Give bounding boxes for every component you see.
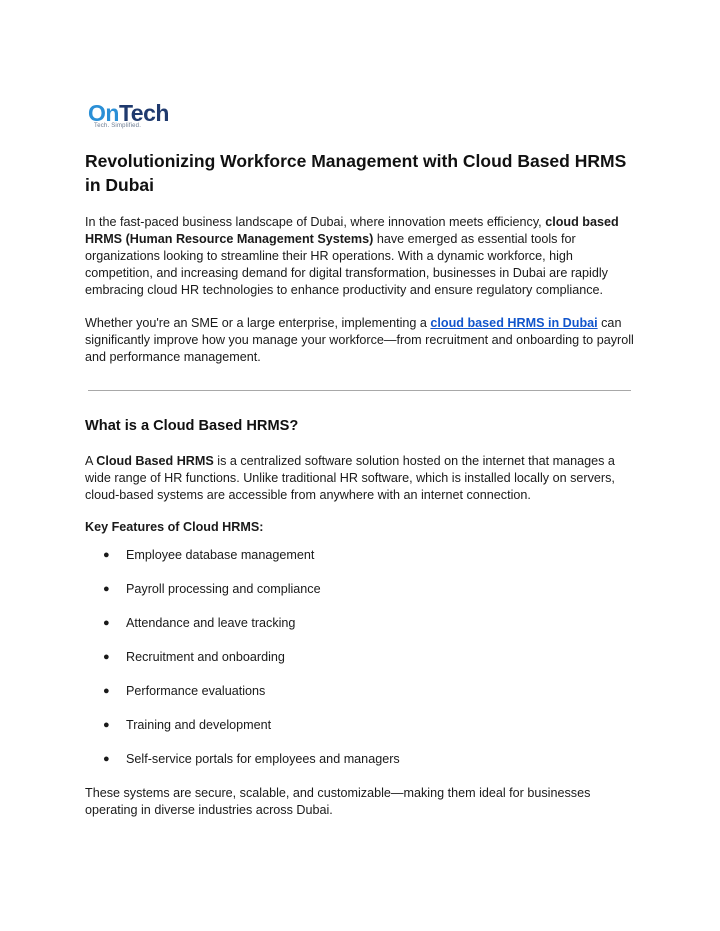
section-heading: What is a Cloud Based HRMS?	[85, 418, 299, 434]
bullet-icon: ●	[103, 617, 110, 629]
bullet-icon: ●	[103, 685, 110, 697]
definition-text-1: A	[85, 454, 97, 468]
list-item-text: Recruitment and onboarding	[126, 650, 285, 664]
document-body	[85, 150, 635, 819]
intro-text-2: have emerged as essential tools for organizations looking to streamline their HR operations. With a dynamic workforce, high competition, and increasing demand for digital transformation, businesses in Dubai are rapidly embracing cloud HR technologies to enhance productivity and ensure regulatory compliance.	[85, 232, 608, 297]
definition-text-2: is a centralized software solution hosted on the internet that manages a wide range of HR functions. Unlike traditional HR software, which is installed locally on servers, cloud-based systems are accessible from anywhere with an internet connection.	[85, 454, 615, 502]
list-item	[85, 683, 635, 700]
definition-paragraph	[85, 453, 635, 504]
list-item-text: Employee database management	[126, 548, 315, 562]
list-item	[85, 751, 635, 768]
bullet-icon: ●	[103, 583, 110, 595]
logo-on-text: On	[88, 100, 119, 126]
page-title: Revolutionizing Workforce Management with Cloud Based HRMS in Dubai	[85, 151, 627, 195]
features-list	[85, 547, 635, 768]
list-item-text: Self-service portals for employees and managers	[126, 752, 400, 766]
intro-text-1: In the fast-paced business landscape of Dubai, where innovation meets efficiency,	[85, 215, 546, 229]
list-item-text: Performance evaluations	[126, 684, 266, 698]
list-item-text: Training and development	[126, 718, 272, 732]
implementation-text-2: can significantly improve how you manage your workforce—from recruitment and onboarding to payroll and performance management.	[85, 316, 634, 364]
list-item	[85, 717, 635, 734]
list-item-text: Payroll processing and compliance	[126, 582, 321, 596]
intro-bold-term: cloud based HRMS (Human Resource Management Systems)	[85, 215, 619, 246]
bullet-icon: ●	[103, 549, 110, 561]
list-item-text: Attendance and leave tracking	[126, 616, 296, 630]
definition-bold-term: Cloud Based HRMS	[96, 454, 214, 468]
list-item	[85, 547, 635, 564]
logo-tagline: Tech. Simplified.	[94, 123, 142, 129]
implementation-paragraph	[85, 315, 635, 366]
implementation-text-1: Whether you're an SME or a large enterprise, implementing a	[85, 316, 431, 330]
features-heading	[85, 519, 635, 536]
features-heading-text: Key Features of Cloud HRMS:	[85, 520, 264, 534]
horizontal-divider	[88, 390, 631, 391]
list-item	[85, 649, 635, 666]
closing-paragraph: These systems are secure, scalable, and customizable—making them ideal for businesses operating in diverse industries across Dubai.	[85, 786, 591, 817]
list-item	[85, 615, 635, 632]
bullet-icon: ●	[103, 651, 110, 663]
bullet-icon: ●	[103, 753, 110, 765]
cloud-hrms-dubai-link[interactable]: cloud based HRMS in Dubai	[430, 316, 598, 330]
ontech-logo	[88, 100, 168, 134]
intro-paragraph	[85, 214, 635, 299]
logo-tech-text: Tech	[118, 100, 169, 126]
list-item	[85, 581, 635, 598]
bullet-icon: ●	[103, 719, 110, 731]
